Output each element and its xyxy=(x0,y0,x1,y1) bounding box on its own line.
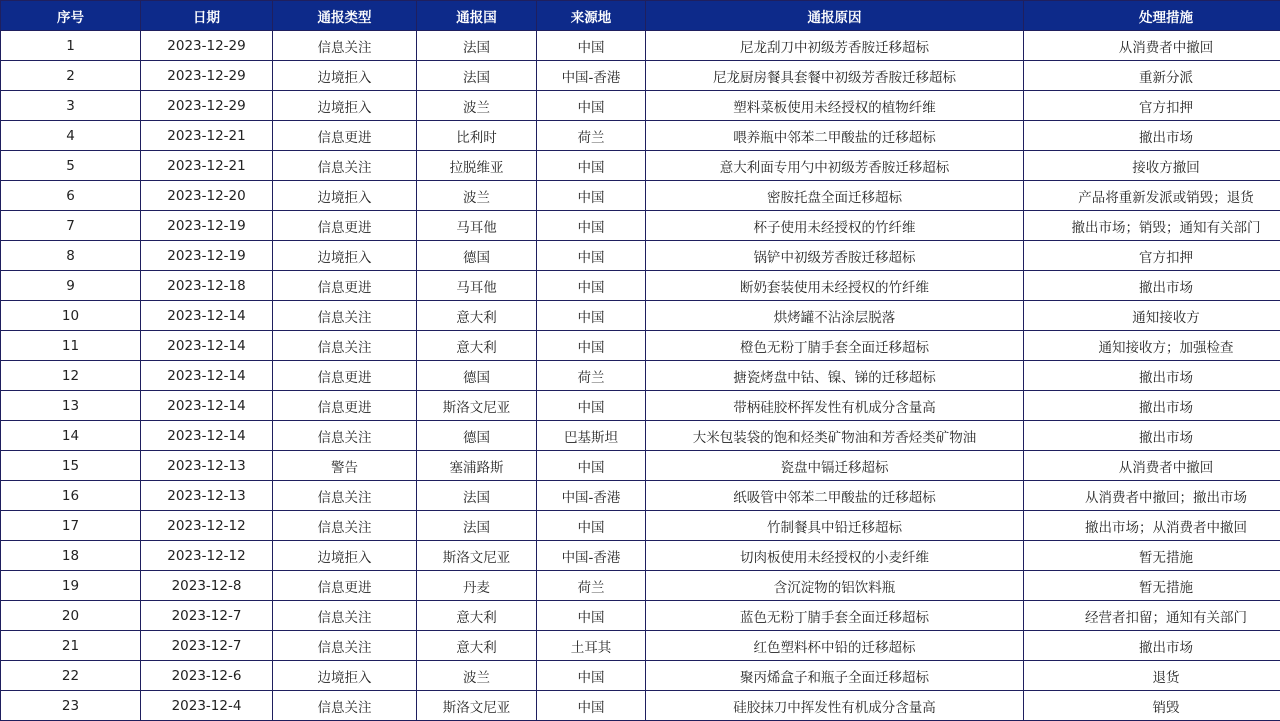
cell-measure: 经营者扣留；通知有关部门 xyxy=(1024,601,1280,631)
cell-country: 斯洛文尼亚 xyxy=(417,541,537,571)
cell-reason: 喂养瓶中邻苯二甲酸盐的迁移超标 xyxy=(646,121,1024,151)
cell-measure: 撤出市场 xyxy=(1024,361,1280,391)
header-row xyxy=(1,1,1280,31)
cell-reason: 硅胶抹刀中挥发性有机成分含量高 xyxy=(646,691,1024,721)
cell-measure: 撤出市场 xyxy=(1024,391,1280,421)
cell-country: 马耳他 xyxy=(417,211,537,241)
cell-no: 18 xyxy=(1,541,141,571)
cell-reason: 杯子使用未经授权的竹纤维 xyxy=(646,211,1024,241)
table-row xyxy=(1,31,1280,61)
cell-country: 法国 xyxy=(417,511,537,541)
cell-no: 16 xyxy=(1,481,141,511)
cell-no: 4 xyxy=(1,121,141,151)
cell-country: 意大利 xyxy=(417,631,537,661)
cell-origin: 中国 xyxy=(537,451,646,481)
cell-reason: 切肉板使用未经授权的小麦纤维 xyxy=(646,541,1024,571)
cell-measure: 暂无措施 xyxy=(1024,541,1280,571)
cell-reason: 竹制餐具中铅迁移超标 xyxy=(646,511,1024,541)
cell-type: 信息关注 xyxy=(273,481,417,511)
cell-origin: 中国 xyxy=(537,391,646,421)
cell-country: 德国 xyxy=(417,421,537,451)
cell-date: 2023-12-14 xyxy=(141,391,273,421)
cell-date: 2023-12-14 xyxy=(141,421,273,451)
cell-date: 2023-12-19 xyxy=(141,241,273,271)
cell-type: 信息更进 xyxy=(273,361,417,391)
cell-date: 2023-12-8 xyxy=(141,571,273,601)
cell-date: 2023-12-13 xyxy=(141,451,273,481)
cell-country: 拉脱维亚 xyxy=(417,151,537,181)
cell-reason: 塑料菜板使用未经授权的植物纤维 xyxy=(646,91,1024,121)
cell-reason: 断奶套装使用未经授权的竹纤维 xyxy=(646,271,1024,301)
cell-reason: 含沉淀物的铝饮料瓶 xyxy=(646,571,1024,601)
cell-date: 2023-12-12 xyxy=(141,511,273,541)
cell-country: 波兰 xyxy=(417,181,537,211)
cell-type: 信息更进 xyxy=(273,211,417,241)
cell-date: 2023-12-6 xyxy=(141,661,273,691)
cell-origin: 中国 xyxy=(537,331,646,361)
cell-no: 5 xyxy=(1,151,141,181)
cell-reason: 锅铲中初级芳香胺迁移超标 xyxy=(646,241,1024,271)
table-row xyxy=(1,181,1280,211)
cell-date: 2023-12-21 xyxy=(141,121,273,151)
cell-no: 12 xyxy=(1,361,141,391)
cell-no: 21 xyxy=(1,631,141,661)
cell-origin: 巴基斯坦 xyxy=(537,421,646,451)
cell-reason: 蓝色无粉丁腈手套全面迁移超标 xyxy=(646,601,1024,631)
table-body xyxy=(1,31,1280,721)
cell-measure: 官方扣押 xyxy=(1024,241,1280,271)
table-row xyxy=(1,301,1280,331)
header-cell-origin: 来源地 xyxy=(537,1,646,31)
cell-date: 2023-12-29 xyxy=(141,31,273,61)
cell-no: 14 xyxy=(1,421,141,451)
cell-country: 法国 xyxy=(417,31,537,61)
cell-reason: 红色塑料杯中铅的迁移超标 xyxy=(646,631,1024,661)
cell-measure: 重新分派 xyxy=(1024,61,1280,91)
table-row xyxy=(1,691,1280,721)
cell-reason: 尼龙刮刀中初级芳香胺迁移超标 xyxy=(646,31,1024,61)
table-row xyxy=(1,121,1280,151)
cell-measure: 产品将重新发派或销毁；退货 xyxy=(1024,181,1280,211)
cell-type: 警告 xyxy=(273,451,417,481)
cell-origin: 中国-香港 xyxy=(537,481,646,511)
cell-type: 信息关注 xyxy=(273,631,417,661)
cell-date: 2023-12-29 xyxy=(141,91,273,121)
cell-no: 7 xyxy=(1,211,141,241)
table-row xyxy=(1,451,1280,481)
cell-country: 斯洛文尼亚 xyxy=(417,691,537,721)
cell-reason: 橙色无粉丁腈手套全面迁移超标 xyxy=(646,331,1024,361)
table-row xyxy=(1,241,1280,271)
table-row xyxy=(1,271,1280,301)
cell-type: 信息更进 xyxy=(273,271,417,301)
cell-no: 20 xyxy=(1,601,141,631)
cell-origin: 中国 xyxy=(537,181,646,211)
cell-no: 15 xyxy=(1,451,141,481)
cell-measure: 撤出市场 xyxy=(1024,271,1280,301)
cell-reason: 烘烤罐不沾涂层脱落 xyxy=(646,301,1024,331)
cell-type: 信息关注 xyxy=(273,691,417,721)
cell-date: 2023-12-14 xyxy=(141,301,273,331)
cell-date: 2023-12-4 xyxy=(141,691,273,721)
cell-no: 10 xyxy=(1,301,141,331)
cell-country: 波兰 xyxy=(417,661,537,691)
table-row xyxy=(1,391,1280,421)
cell-type: 信息更进 xyxy=(273,121,417,151)
cell-measure: 销毁 xyxy=(1024,691,1280,721)
cell-origin: 土耳其 xyxy=(537,631,646,661)
cell-origin: 中国 xyxy=(537,691,646,721)
cell-reason: 大米包装袋的饱和烃类矿物油和芳香烃类矿物油 xyxy=(646,421,1024,451)
cell-origin: 中国 xyxy=(537,31,646,61)
table-row xyxy=(1,331,1280,361)
table-row xyxy=(1,211,1280,241)
cell-date: 2023-12-18 xyxy=(141,271,273,301)
cell-origin: 中国 xyxy=(537,91,646,121)
header-cell-type: 通报类型 xyxy=(273,1,417,31)
cell-measure: 从消费者中撤回；撤出市场 xyxy=(1024,481,1280,511)
table-row xyxy=(1,661,1280,691)
cell-origin: 中国 xyxy=(537,151,646,181)
cell-no: 17 xyxy=(1,511,141,541)
cell-no: 22 xyxy=(1,661,141,691)
cell-type: 边境拒入 xyxy=(273,181,417,211)
cell-date: 2023-12-12 xyxy=(141,541,273,571)
cell-reason: 密胺托盘全面迁移超标 xyxy=(646,181,1024,211)
cell-reason: 意大利面专用勺中初级芳香胺迁移超标 xyxy=(646,151,1024,181)
cell-country: 意大利 xyxy=(417,301,537,331)
cell-no: 19 xyxy=(1,571,141,601)
cell-type: 信息关注 xyxy=(273,331,417,361)
cell-no: 6 xyxy=(1,181,141,211)
cell-country: 塞浦路斯 xyxy=(417,451,537,481)
cell-no: 3 xyxy=(1,91,141,121)
cell-origin: 中国 xyxy=(537,661,646,691)
cell-origin: 中国 xyxy=(537,601,646,631)
cell-country: 德国 xyxy=(417,361,537,391)
cell-no: 2 xyxy=(1,61,141,91)
cell-reason: 聚丙烯盒子和瓶子全面迁移超标 xyxy=(646,661,1024,691)
cell-date: 2023-12-19 xyxy=(141,211,273,241)
cell-origin: 中国 xyxy=(537,241,646,271)
cell-origin: 荷兰 xyxy=(537,361,646,391)
cell-type: 信息更进 xyxy=(273,571,417,601)
cell-origin: 中国-香港 xyxy=(537,61,646,91)
table-row xyxy=(1,631,1280,661)
cell-type: 边境拒入 xyxy=(273,241,417,271)
cell-origin: 中国 xyxy=(537,301,646,331)
table-row xyxy=(1,61,1280,91)
cell-reason: 尼龙厨房餐具套餐中初级芳香胺迁移超标 xyxy=(646,61,1024,91)
table-row xyxy=(1,601,1280,631)
header-cell-date: 日期 xyxy=(141,1,273,31)
cell-measure: 从消费者中撤回 xyxy=(1024,451,1280,481)
cell-measure: 暂无措施 xyxy=(1024,571,1280,601)
cell-reason: 纸吸管中邻苯二甲酸盐的迁移超标 xyxy=(646,481,1024,511)
cell-country: 德国 xyxy=(417,241,537,271)
cell-no: 9 xyxy=(1,271,141,301)
cell-type: 边境拒入 xyxy=(273,541,417,571)
cell-type: 信息关注 xyxy=(273,601,417,631)
cell-type: 边境拒入 xyxy=(273,91,417,121)
cell-measure: 官方扣押 xyxy=(1024,91,1280,121)
table-row xyxy=(1,91,1280,121)
cell-measure: 撤出市场 xyxy=(1024,631,1280,661)
table-row xyxy=(1,511,1280,541)
table-row xyxy=(1,361,1280,391)
cell-origin: 中国 xyxy=(537,511,646,541)
cell-country: 斯洛文尼亚 xyxy=(417,391,537,421)
cell-country: 意大利 xyxy=(417,331,537,361)
cell-date: 2023-12-21 xyxy=(141,151,273,181)
cell-measure: 通知接收方 xyxy=(1024,301,1280,331)
cell-measure: 从消费者中撤回 xyxy=(1024,31,1280,61)
header-cell-reason: 通报原因 xyxy=(646,1,1024,31)
cell-origin: 荷兰 xyxy=(537,571,646,601)
cell-no: 1 xyxy=(1,31,141,61)
cell-type: 信息关注 xyxy=(273,421,417,451)
cell-country: 法国 xyxy=(417,61,537,91)
cell-country: 法国 xyxy=(417,481,537,511)
cell-type: 信息关注 xyxy=(273,151,417,181)
cell-no: 13 xyxy=(1,391,141,421)
header-cell-country: 通报国 xyxy=(417,1,537,31)
cell-country: 意大利 xyxy=(417,601,537,631)
cell-date: 2023-12-20 xyxy=(141,181,273,211)
cell-no: 8 xyxy=(1,241,141,271)
cell-type: 信息更进 xyxy=(273,391,417,421)
cell-country: 波兰 xyxy=(417,91,537,121)
table-row xyxy=(1,541,1280,571)
cell-measure: 撤出市场；销毁；通知有关部门 xyxy=(1024,211,1280,241)
cell-date: 2023-12-14 xyxy=(141,331,273,361)
cell-type: 信息关注 xyxy=(273,511,417,541)
cell-origin: 中国 xyxy=(537,211,646,241)
cell-date: 2023-12-13 xyxy=(141,481,273,511)
cell-origin: 中国-香港 xyxy=(537,541,646,571)
cell-date: 2023-12-29 xyxy=(141,61,273,91)
cell-date: 2023-12-7 xyxy=(141,631,273,661)
cell-country: 比利时 xyxy=(417,121,537,151)
cell-no: 23 xyxy=(1,691,141,721)
cell-reason: 瓷盘中镉迁移超标 xyxy=(646,451,1024,481)
cell-type: 信息关注 xyxy=(273,301,417,331)
cell-no: 11 xyxy=(1,331,141,361)
cell-type: 边境拒入 xyxy=(273,661,417,691)
header-cell-no: 序号 xyxy=(1,1,141,31)
cell-type: 信息关注 xyxy=(273,31,417,61)
cell-measure: 撤出市场 xyxy=(1024,421,1280,451)
cell-country: 马耳他 xyxy=(417,271,537,301)
cell-measure: 撤出市场；从消费者中撤回 xyxy=(1024,511,1280,541)
cell-reason: 搪瓷烤盘中钴、镍、锑的迁移超标 xyxy=(646,361,1024,391)
cell-reason: 带柄硅胶杯挥发性有机成分含量高 xyxy=(646,391,1024,421)
table-row xyxy=(1,151,1280,181)
cell-country: 丹麦 xyxy=(417,571,537,601)
cell-origin: 中国 xyxy=(537,271,646,301)
cell-date: 2023-12-7 xyxy=(141,601,273,631)
table-row xyxy=(1,421,1280,451)
table-row xyxy=(1,571,1280,601)
cell-measure: 接收方撤回 xyxy=(1024,151,1280,181)
table-row xyxy=(1,481,1280,511)
cell-measure: 通知接收方；加强检查 xyxy=(1024,331,1280,361)
cell-measure: 退货 xyxy=(1024,661,1280,691)
header-cell-measure: 处理措施 xyxy=(1024,1,1280,31)
cell-origin: 荷兰 xyxy=(537,121,646,151)
cell-type: 边境拒入 xyxy=(273,61,417,91)
cell-measure: 撤出市场 xyxy=(1024,121,1280,151)
cell-date: 2023-12-14 xyxy=(141,361,273,391)
